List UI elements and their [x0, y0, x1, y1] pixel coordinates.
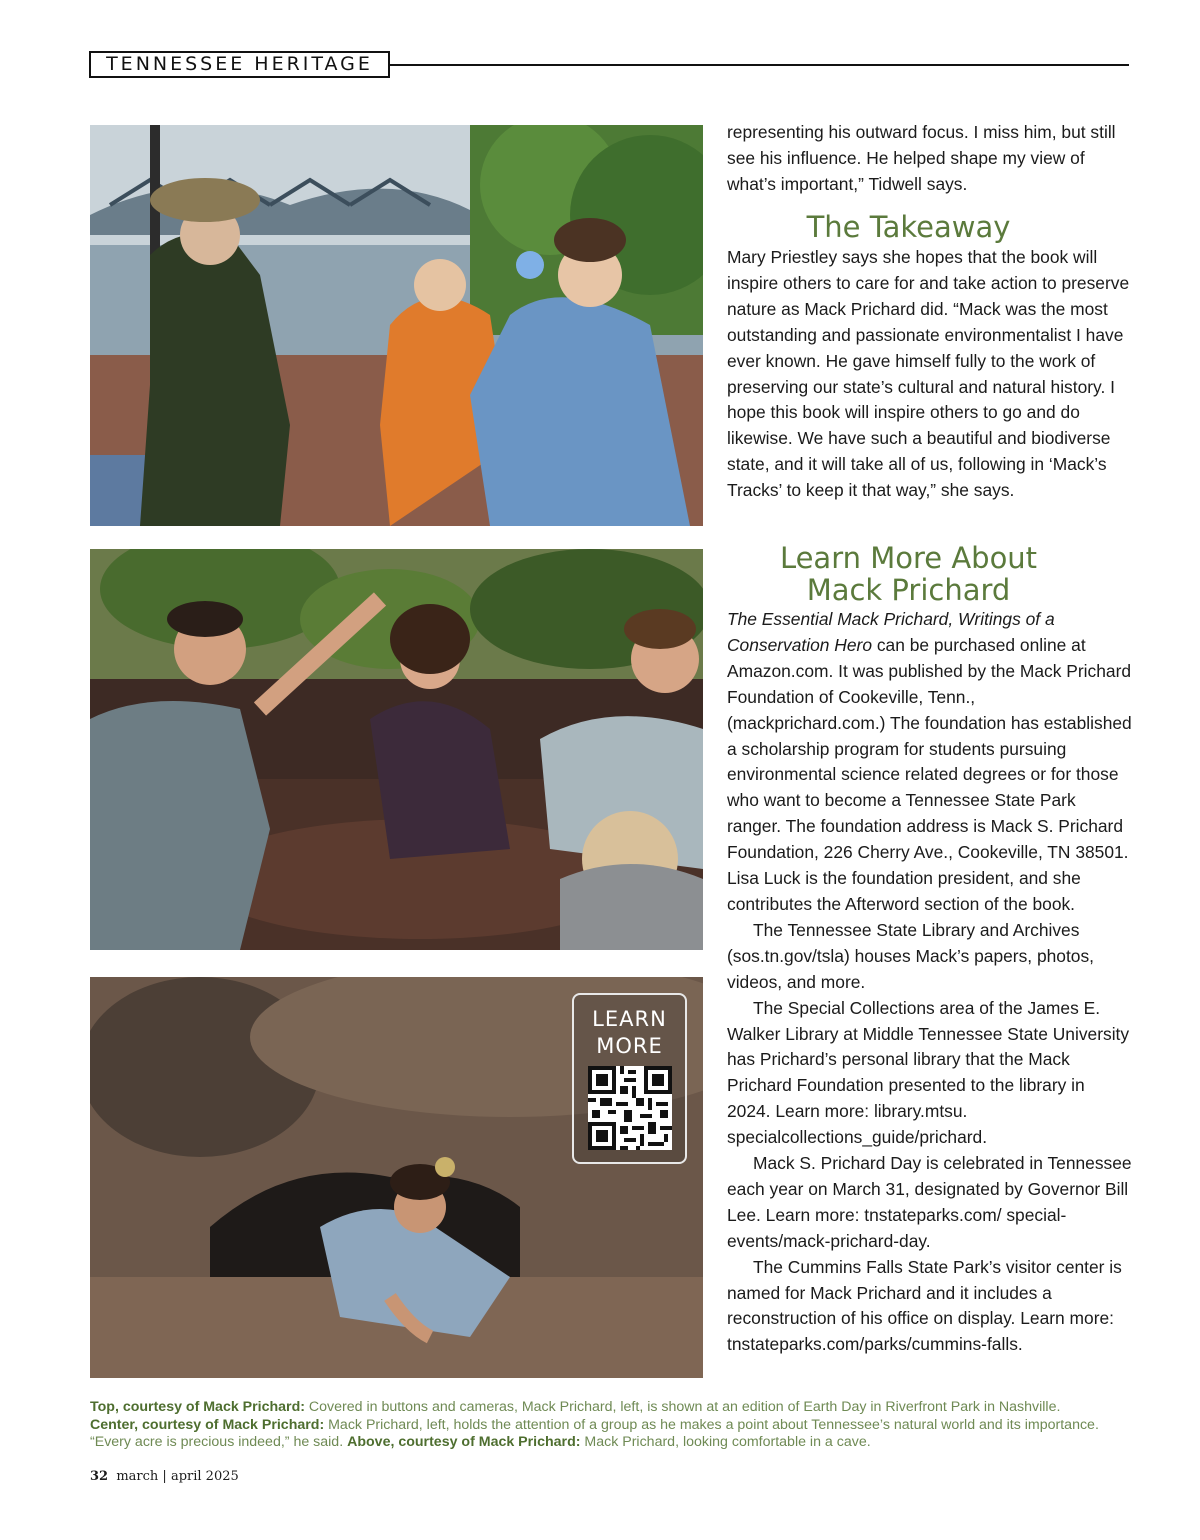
caption-center-text: Mack Prichard, left, holds the attention of a group as he makes a point about Tennessee’s natural world and its importance. “Every acre is precious indeed,” he said. — [90, 1416, 1099, 1450]
learn-more-paragraph-2: The Tennessee State Library and Archives (sos.tn.gov/tsla) houses Mack’s papers, photos, videos, and more. — [727, 919, 1094, 992]
takeaway-text — [727, 245, 1132, 504]
heading-learn-more-line2: Mack Prichard — [806, 573, 1011, 607]
intro-paragraph: representing his outward focus. I miss him, but still see his influence. He helped shape my view of what’s important,” Tidwell says. — [727, 122, 1116, 194]
qr-code-icon[interactable] — [588, 1066, 672, 1150]
caption-above-text: Mack Prichard, looking comfortable in a cave. — [580, 1434, 871, 1450]
heading-learn-more-line1: Learn More About — [779, 541, 1038, 575]
photo-earth-day — [90, 125, 703, 526]
learn-more-text — [727, 607, 1132, 1358]
caption-top-credit: Top, courtesy of Mack Prichard: — [90, 1399, 305, 1415]
intro-text — [727, 120, 1132, 198]
photo-group-outdoors-image — [90, 549, 703, 950]
book-title: The Essential Mack Prichard, Writings of a Conservation Hero — [727, 609, 1055, 655]
learn-more-paragraph-4: Mack S. Prichard Day is celebrated in Tennessee each year on March 31, designated by Governor Bill Lee. Learn more: tnstateparks.com/ special-events/mack-prichard-day. — [727, 1153, 1132, 1251]
learn-more-paragraph-3: The Special Collections area of the James E. Walker Library at Middle Tennessee State University has Prichard’s personal library that the Mack Prichard Foundation presented to the library in 2024. Learn more: library.mtsu. specialcollections_guide/prichard. — [727, 997, 1130, 1148]
learn-more-paragraph-1-rest: can be purchased online at Amazon.com. It was published by the Mack Prichard Foundation of Cookeville, Tenn., (mackprichard.com.) The foundation has established a scholarship program for students pursuing environmental science related degrees or for those who want to become a Tennessee State Park ranger. The foundation address is Mack S. Prichard Foundation, 226 Cherry Ave., Cookeville, TN 38501. Lisa Luck is the foundation president, and she contributes the Afterword section of the book. — [727, 634, 1132, 914]
header-rule — [390, 64, 1129, 66]
folio — [90, 1469, 239, 1484]
heading-learn-more — [727, 542, 1090, 606]
qr-code-graphic — [588, 1066, 672, 1150]
photo-earth-day-image — [90, 125, 703, 526]
caption-above-credit: Above, courtesy of Mack Prichard: — [347, 1434, 581, 1450]
learn-more-paragraph-5: The Cummins Falls State Park’s visitor center is named for Mack Prichard and it includes a reconstruction of his office on display. Learn more: tnstateparks.com/parks/cummins-falls. — [727, 1256, 1122, 1355]
learn-more-qr-panel[interactable] — [572, 993, 687, 1164]
section-tag: TENNESSEE HERITAGE — [89, 51, 390, 78]
photo-group-outdoors — [90, 549, 703, 950]
takeaway-paragraph: Mary Priestley says she hopes that the book will inspire others to care for and take action to preserve nature as Mack Prichard did. “Mack was the most outstanding and passionate environmentalist I have ever known. He gave himself fully to the work of preserving our state’s cultural and natural history. I hope this book will inspire others to go and do likewise. We have such a beautiful and biodiverse state, and it will take all of us, following in ‘Mack’s Tracks’ to keep it that way,” she says. — [727, 247, 1130, 501]
heading-takeaway: The Takeaway — [806, 210, 1011, 244]
photo-captions — [90, 1399, 1132, 1452]
qr-label-line2: MORE — [596, 1034, 663, 1058]
caption-top-text: Covered in buttons and cameras, Mack Prichard, left, is shown at an edition of Earth Day in Riverfront Park in Nashville. — [304, 1399, 1061, 1415]
issue-date: march | april 2025 — [116, 1469, 239, 1484]
caption-center-credit: Center, courtesy of Mack Prichard: — [90, 1416, 325, 1433]
qr-label-line1: LEARN — [592, 1007, 667, 1031]
learn-more-paragraph-1 — [727, 607, 1132, 918]
page-number: 32 — [90, 1469, 109, 1484]
